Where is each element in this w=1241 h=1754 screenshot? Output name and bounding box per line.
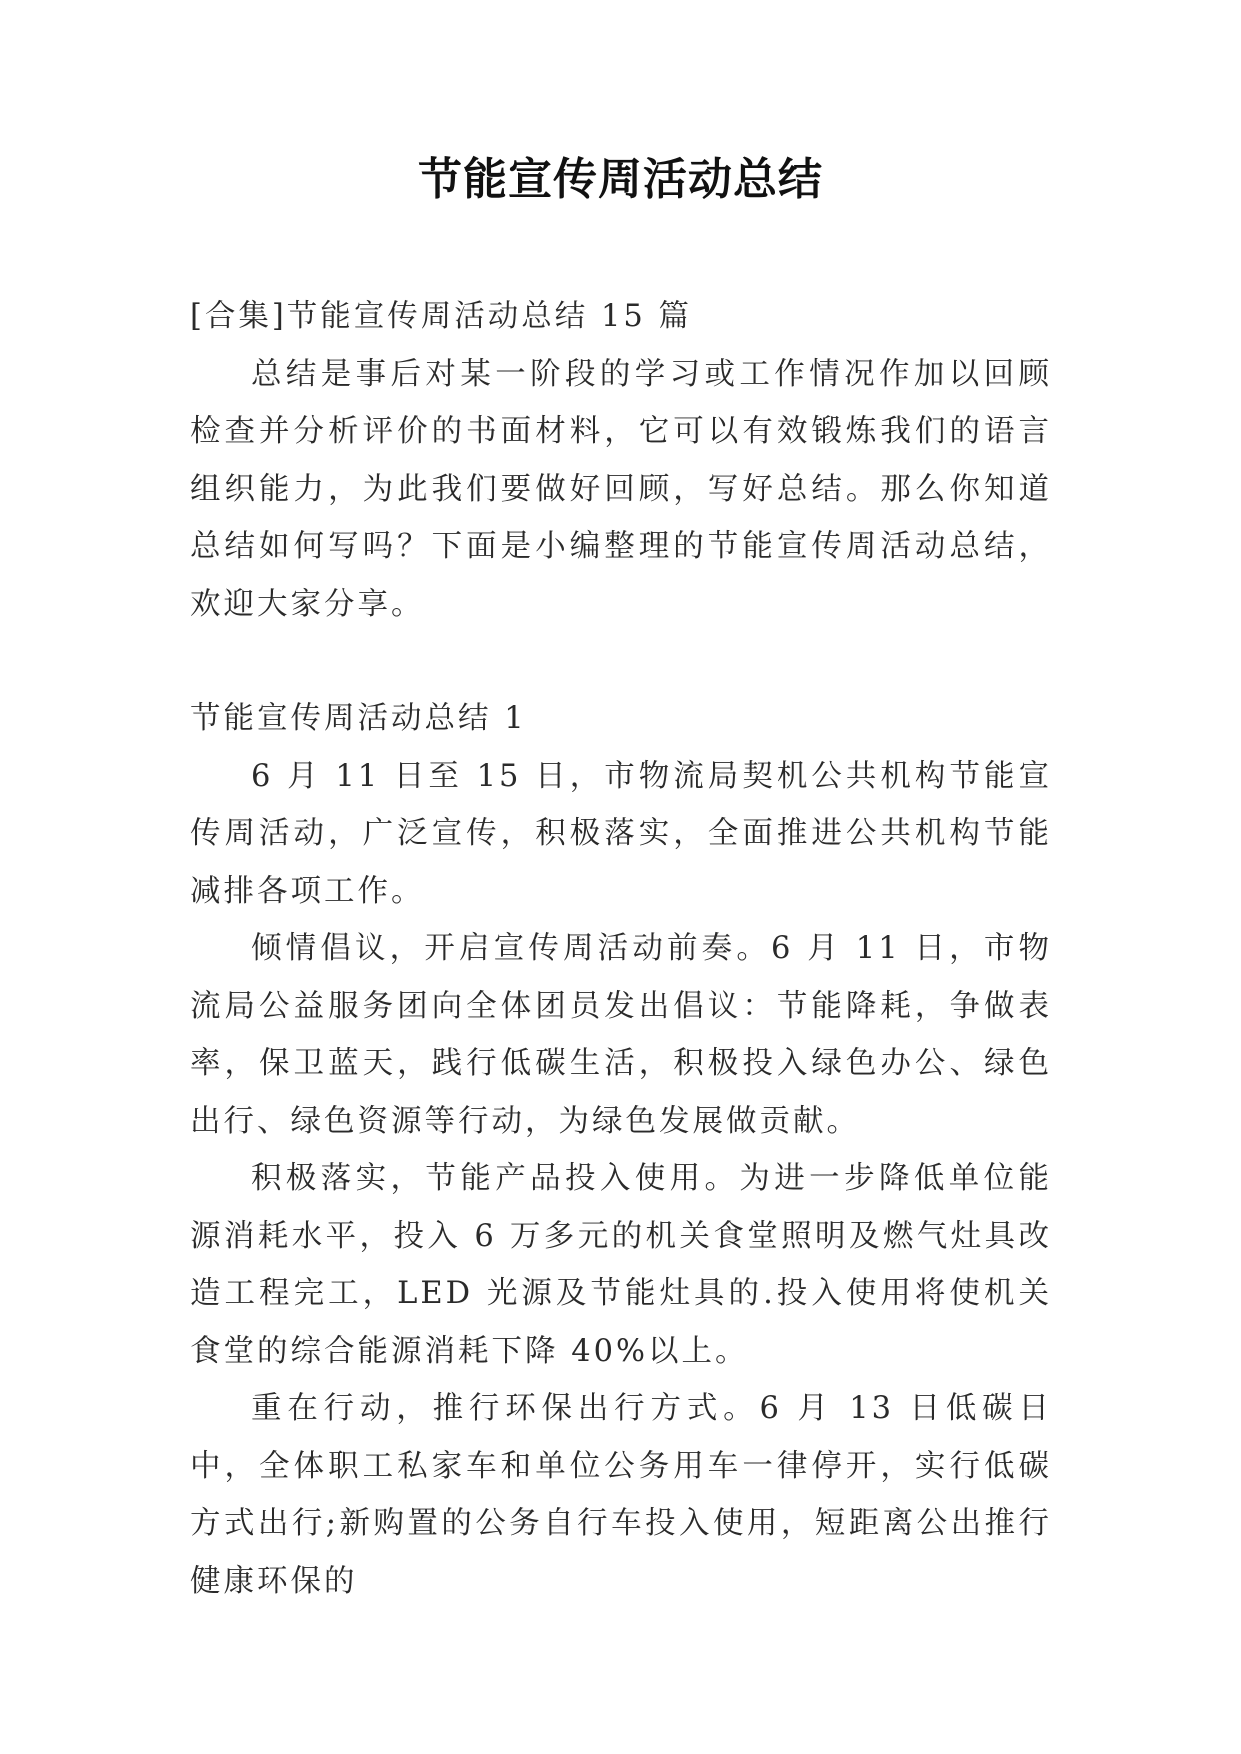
body-paragraph: 倾情倡议，开启宣传周活动前奏。6 月 11 日，市物流局公益服务团向全体团员发出倡议：节能降耗，争做表率，保卫蓝天，践行低碳生活，积极投入绿色办公、绿色出行、绿色资源等行动，为绿色发展做贡献。 <box>190 931 1052 1139</box>
body-paragraph: 6 月 11 日至 15 日，市物流局契机公共机构节能宣传周活动，广泛宣传，积极落实，全面推进公共机构节能减排各项工作。 <box>190 758 1052 909</box>
document-subtitle: [合集]节能宣传周活动总结 15 篇 <box>190 299 692 334</box>
intro-paragraph: 总结是事后对某一阶段的学习或工作情况作加以回顾检查并分析评价的书面材料，它可以有效锻炼我们的语言组织能力，为此我们要做好回顾，写好总结。那么你知道总结如何写吗？下面是小编整理的节能宣传周活动总结，欢迎大家分享。 <box>190 356 1052 622</box>
document-title: 节能宣传周活动总结 <box>418 154 823 205</box>
document-body <box>190 288 1052 1610</box>
section-heading: 节能宣传周活动总结 1 <box>190 701 527 736</box>
body-paragraph: 积极落实，节能产品投入使用。为进一步降低单位能源消耗水平，投入 6 万多元的机关食堂照明及燃气灶具改造工程完工，LED 光源及节能灶具的.投入使用将使机关食堂的综合能源消耗下降 40%以上。 <box>190 1161 1052 1369</box>
body-paragraph: 重在行动，推行环保出行方式。6 月 13 日低碳日中，全体职工私家车和单位公务用车一律停开，实行低碳方式出行;新购置的公务自行车投入使用，短距离公出推行健康环保的 <box>190 1391 1052 1599</box>
